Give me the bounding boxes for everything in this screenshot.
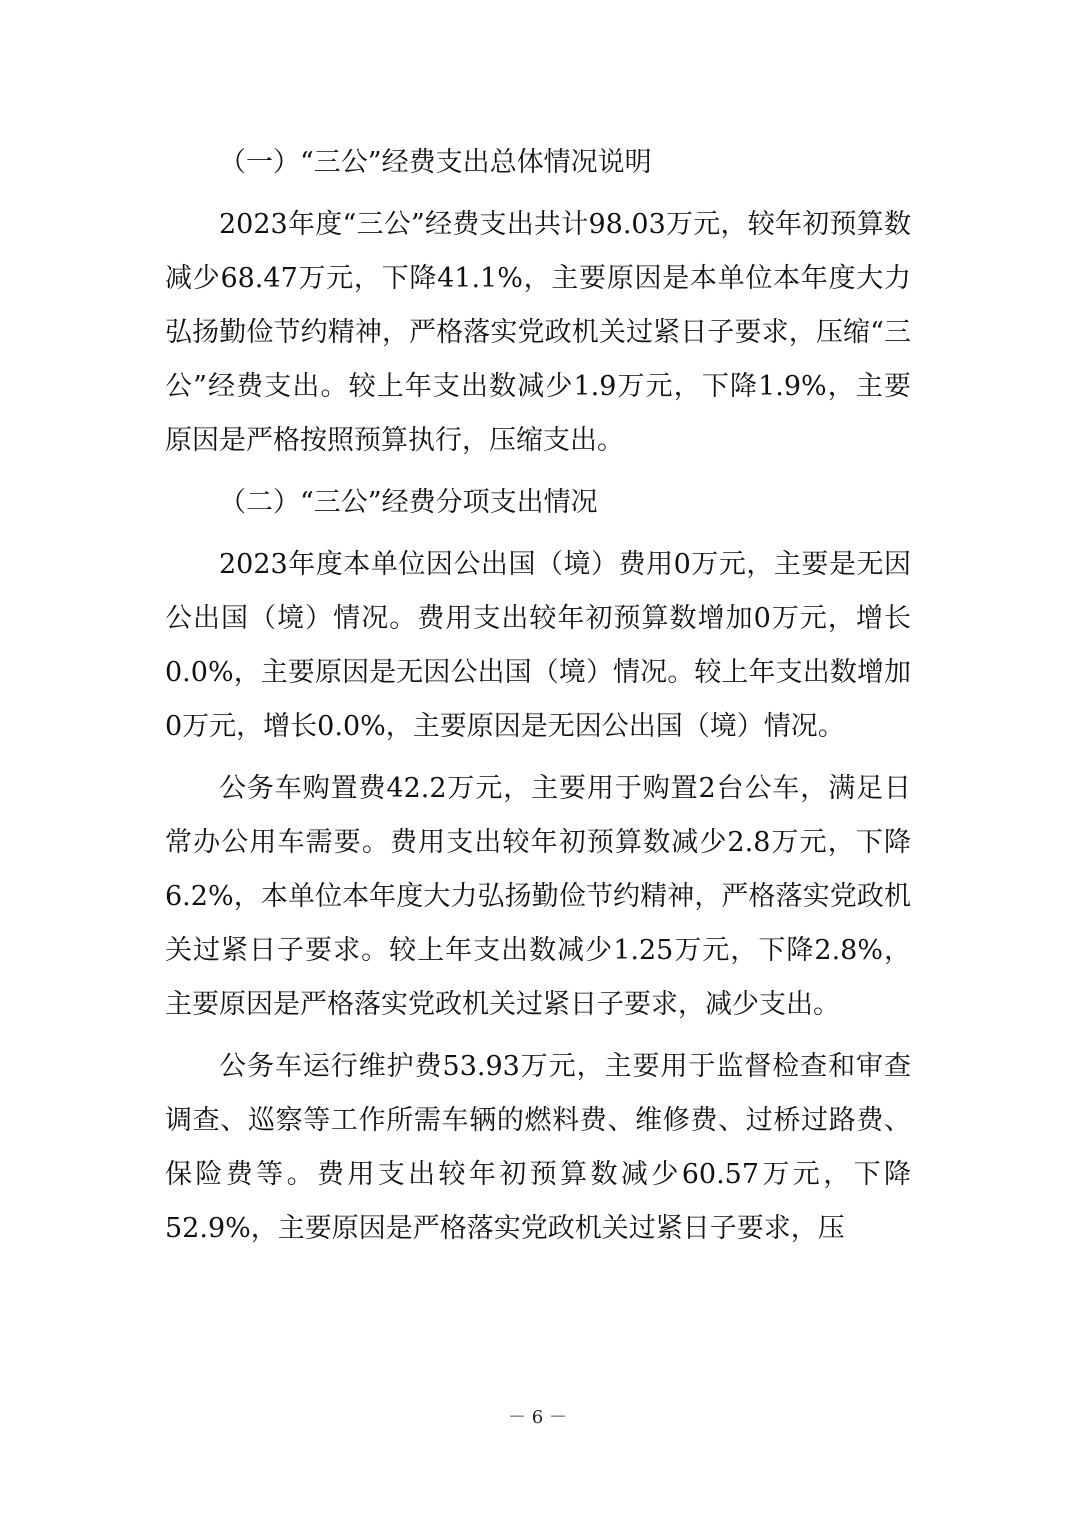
section2-paragraph-vehicle-purchase: 公务车购置费42.2万元，主要用于购置2台公车，满足日常办公用车需要。费用支出较年初预算数减少2.8万元，下降6.2%，本单位本年度大力弘扬勤俭节约精神，严格落实党政机关过紧日子要求。较上年支出数减少1.25万元，下降2.8%，主要原因是严格落实党政机关过紧日子要求，减少支出。 [165, 773, 911, 1020]
spacer [165, 530, 911, 538]
section1-paragraph: 2023年度“三公”经费支出共计98.03万元，较年初预算数减少68.47万元，下降41.1%，主要原因是本单位本年度大力弘扬勤俭节约精神，严格落实党政机关过紧日子要求，压缩“三公”经费支出。较上年支出数减少1.9万元，下降1.9%，主要原因是严格按照预算执行，压缩支出。 [165, 209, 911, 456]
section2-heading: （二）“三公”经费分项支出情况 [219, 487, 598, 518]
spacer [165, 1032, 911, 1040]
document-body [165, 136, 911, 1256]
section1-heading: （一）“三公”经费支出总体情况说明 [219, 147, 652, 178]
spacer [165, 190, 911, 198]
spacer [165, 754, 911, 762]
section2-paragraph-overseas: 2023年度本单位因公出国（境）费用0万元，主要是无因公出国（境）情况。费用支出较年初预算数增加0万元，增长0.0%，主要原因是无因公出国（境）情况。较上年支出数增加0万元，增长0.0%，主要原因是无因公出国（境）情况。 [165, 549, 911, 742]
section2-paragraph-vehicle-maintenance: 公务车运行维护费53.93万元，主要用于监督检查和审查调查、巡察等工作所需车辆的燃料费、维修费、过桥过路费、保险费等。费用支出较年初预算数减少60.57万元，下降52.9%，主要原因是严格落实党政机关过紧日子要求，压 [165, 1051, 911, 1244]
page-number: － 6 － [508, 1407, 567, 1428]
spacer [165, 468, 911, 476]
